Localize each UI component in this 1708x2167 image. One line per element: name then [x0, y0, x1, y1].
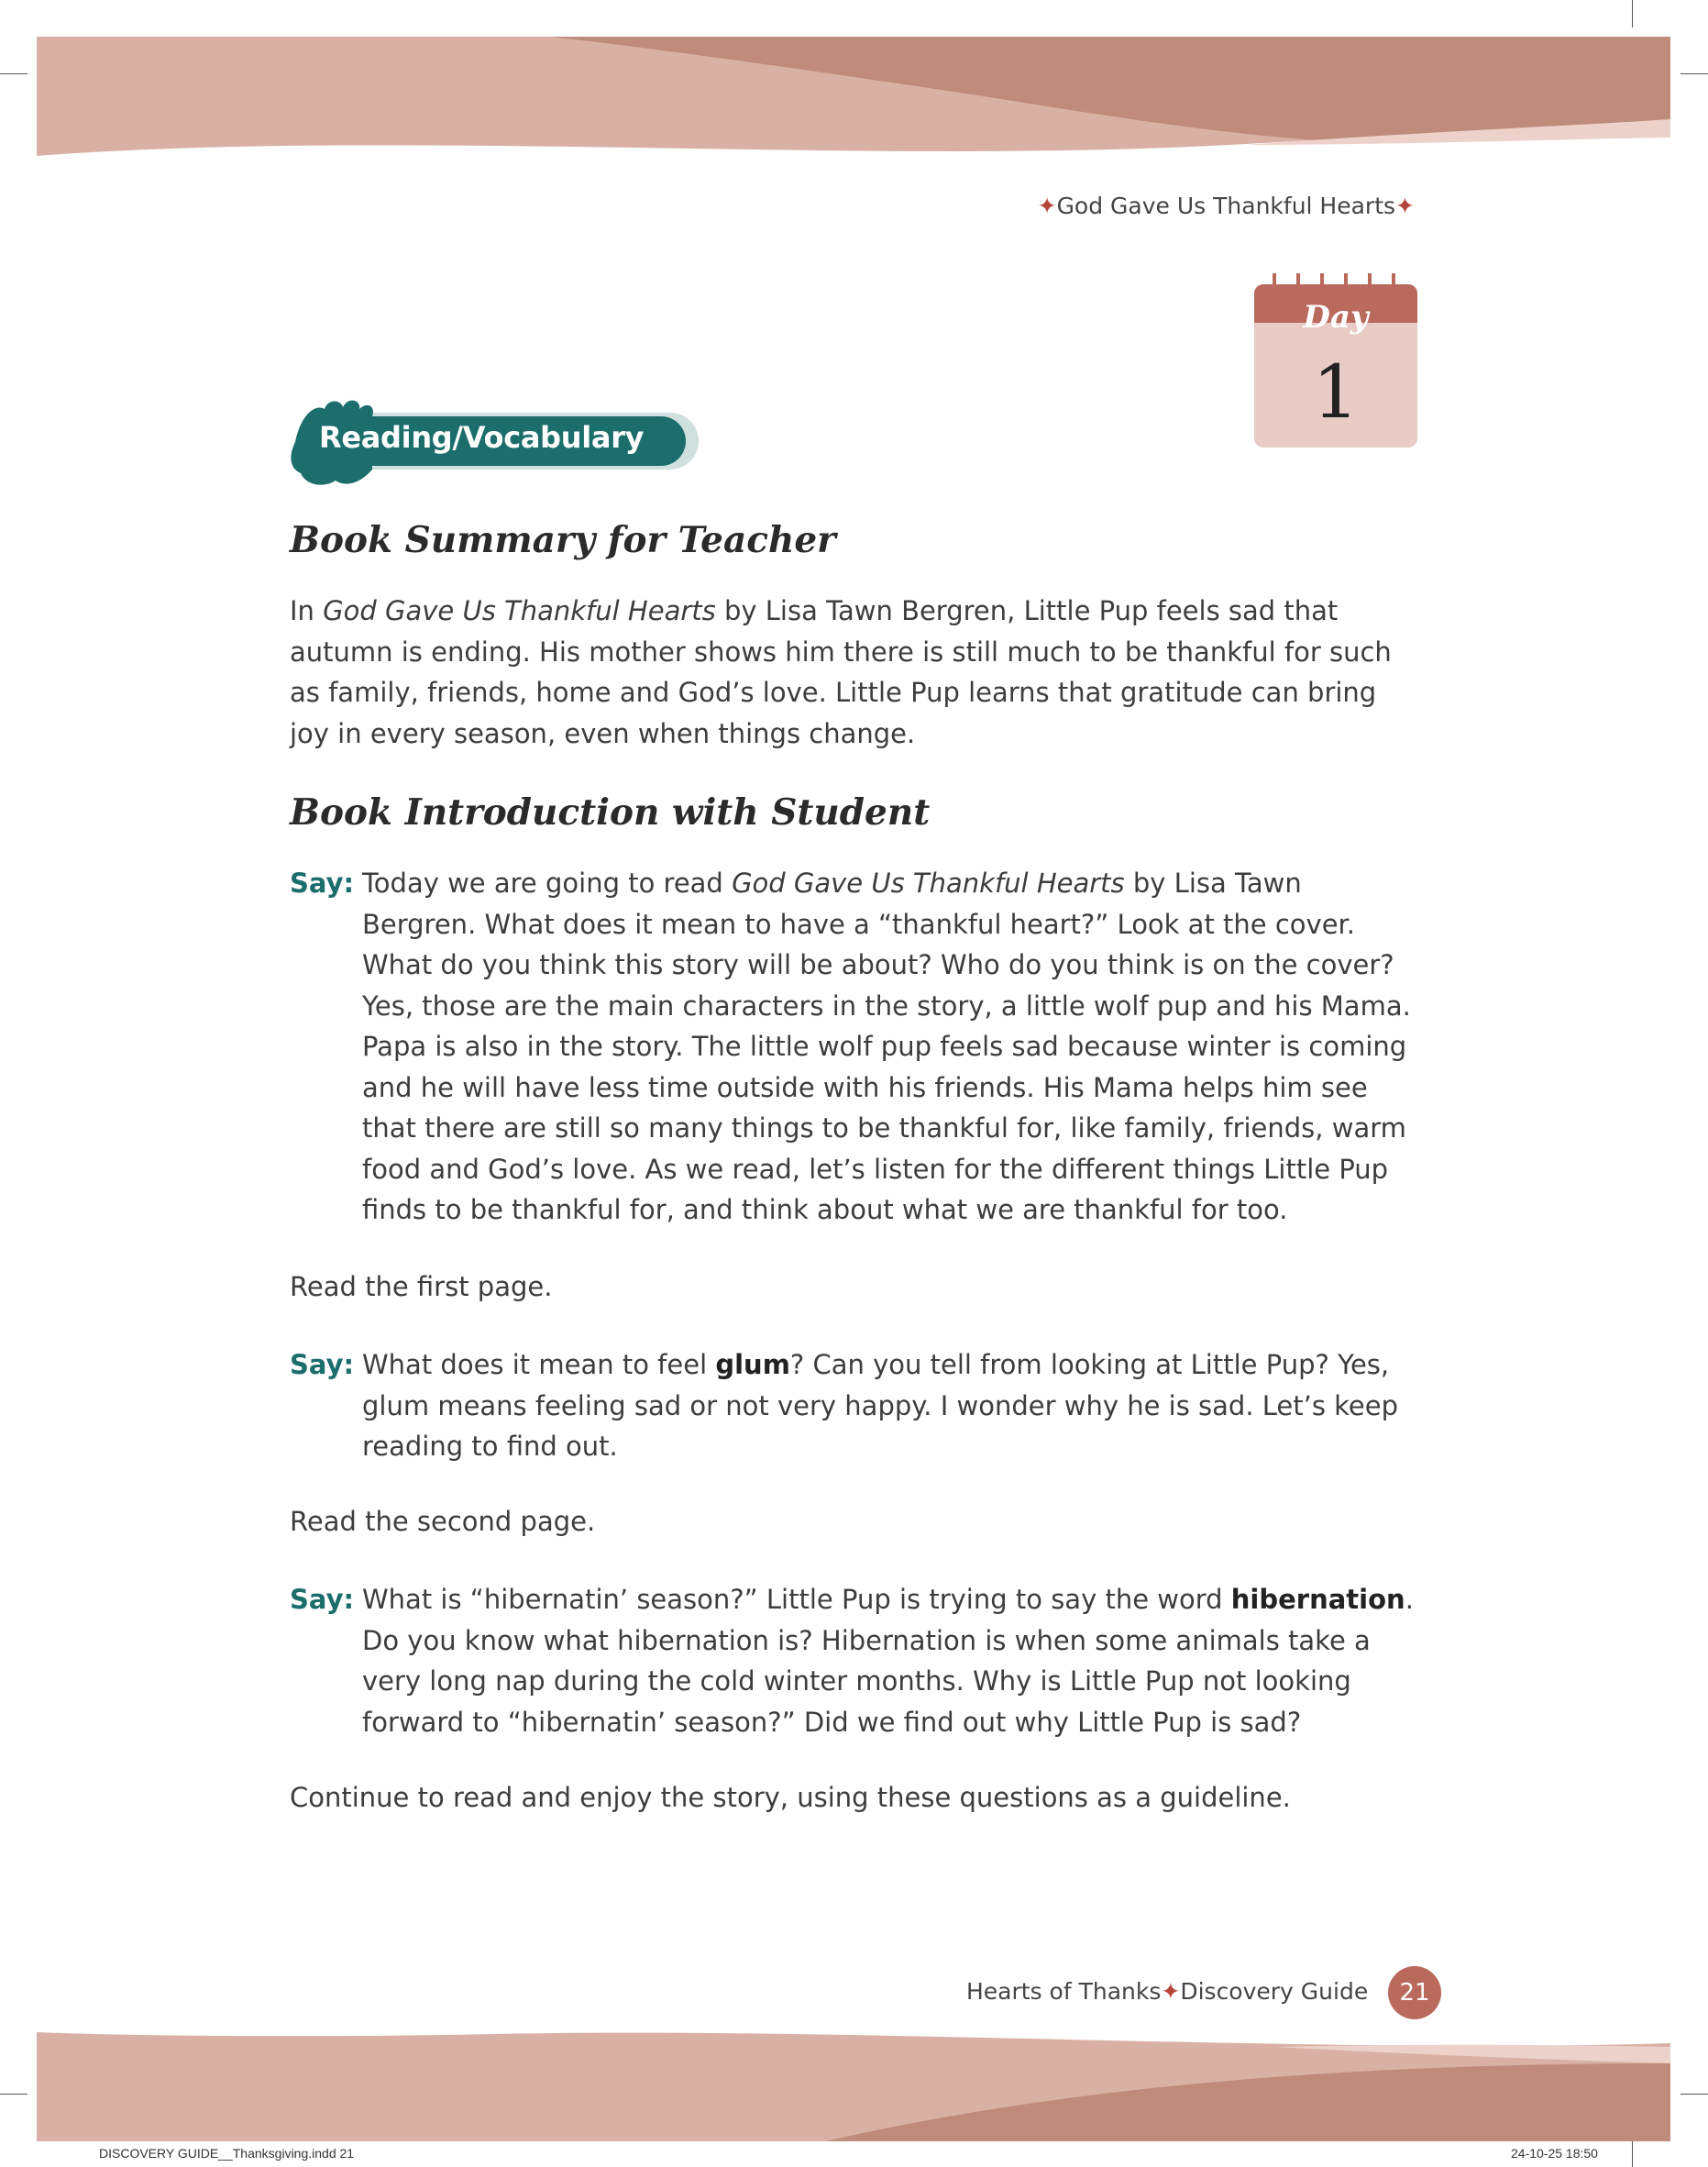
footer-guide-right: Discovery Guide	[1180, 1978, 1369, 2005]
running-header-title: God Gave Us Thankful Hearts	[1056, 193, 1396, 219]
star-icon: ✦	[1395, 193, 1415, 219]
crop-mark	[1680, 73, 1708, 74]
say-label: Say:	[290, 1349, 355, 1380]
page-number: 21	[1388, 1966, 1441, 2019]
crop-mark	[0, 2094, 28, 2095]
say-text-part: by Lisa Tawn Bergren. What does it mean to have a “thankful heart?” Look at the cover. What do you think this story will be about? Who do you think is on the cover? Yes, those are the main characters in the story, a little wolf pup and his Mama. Papa is also in the story. The little wolf pup feels sad because winter is coming and he will have less time outside with his friends. His Mama helps him see that there are still so many things to be thankful for, like family, friends, warm food and God’s love. As we read, let’s listen for the different things Little Pup finds to be thankful for, and think about what we are thankful for too.	[362, 868, 1411, 1225]
crop-mark	[0, 73, 28, 74]
closing-instruction: Continue to read and enjoy the story, using these questions as a guideline.	[290, 1782, 1291, 1813]
section-tag	[288, 396, 702, 490]
summary-text: by Lisa Tawn Bergren, Little Pup feels sad that autumn is ending. His mother shows him there is still much to be thankful for such as family, friends, home and God’s love. Little Pup learns that gratitude can bring joy in every season, even when things change.	[290, 595, 1392, 749]
introduction-heading: Book Introduction with Student	[290, 791, 931, 834]
vocab-word-hibernation: hibernation	[1230, 1584, 1405, 1615]
star-icon: ✦	[1161, 1978, 1181, 2005]
bottom-banner-decoration	[37, 2027, 1670, 2141]
say-text-2	[362, 1344, 1417, 1467]
say-text-part: Today we are going to read	[362, 868, 733, 899]
say-label: Say:	[290, 868, 355, 899]
say-text-1	[362, 863, 1417, 1231]
vocab-word-glum: glum	[715, 1349, 790, 1380]
summary-paragraph	[290, 591, 1417, 754]
slug-date: 24-10-25 18:50	[1511, 2146, 1598, 2161]
day-calendar-badge	[1254, 266, 1417, 448]
summary-intro: In	[290, 595, 324, 626]
say-text-part: What is “hibernatin’ season?” Little Pup is trying to say the word	[362, 1584, 1231, 1615]
summary-heading: Book Summary for Teacher	[290, 519, 836, 561]
crop-mark	[1632, 0, 1633, 28]
say-block-1	[290, 863, 1417, 1231]
say-text-3	[362, 1579, 1417, 1742]
crop-mark	[1680, 2094, 1708, 2095]
running-header	[0, 193, 1708, 219]
say-block-3	[290, 1579, 1417, 1742]
say-book-title: God Gave Us Thankful Hearts	[732, 868, 1125, 899]
day-label: Day	[1303, 299, 1369, 336]
say-text-part: ? Can you tell from looking at Little Pup? Yes, glum means feeling sad or not very happy. I wonder why he is sad. Let’s keep reading to find out.	[362, 1349, 1399, 1462]
instruction-second-page: Read the second page.	[290, 1506, 596, 1537]
star-icon: ✦	[1037, 193, 1057, 219]
summary-book-title: God Gave Us Thankful Hearts	[323, 595, 716, 626]
footer-guide-title	[966, 1978, 1368, 2005]
day-number: 1	[1312, 349, 1360, 435]
instruction-first-page: Read the first page.	[290, 1271, 553, 1302]
say-text-part: . Do you know what hibernation is? Hibernation is when some animals take a very long nap during the cold winter months. Why is Little Pup not looking forward to “hibernatin’ season?” Did we find out why Little Pup is sad?	[362, 1584, 1414, 1738]
top-banner-decoration	[37, 37, 1670, 156]
section-tag-label: Reading/Vocabulary	[319, 420, 645, 455]
crop-mark	[1632, 2139, 1633, 2167]
say-label: Say:	[290, 1584, 355, 1615]
say-text-part: What does it mean to feel	[362, 1349, 716, 1380]
slug-filename: DISCOVERY GUIDE__Thanksgiving.indd 21	[99, 2146, 355, 2161]
footer-guide-left: Hearts of Thanks	[966, 1978, 1162, 2005]
say-block-2	[290, 1344, 1417, 1467]
